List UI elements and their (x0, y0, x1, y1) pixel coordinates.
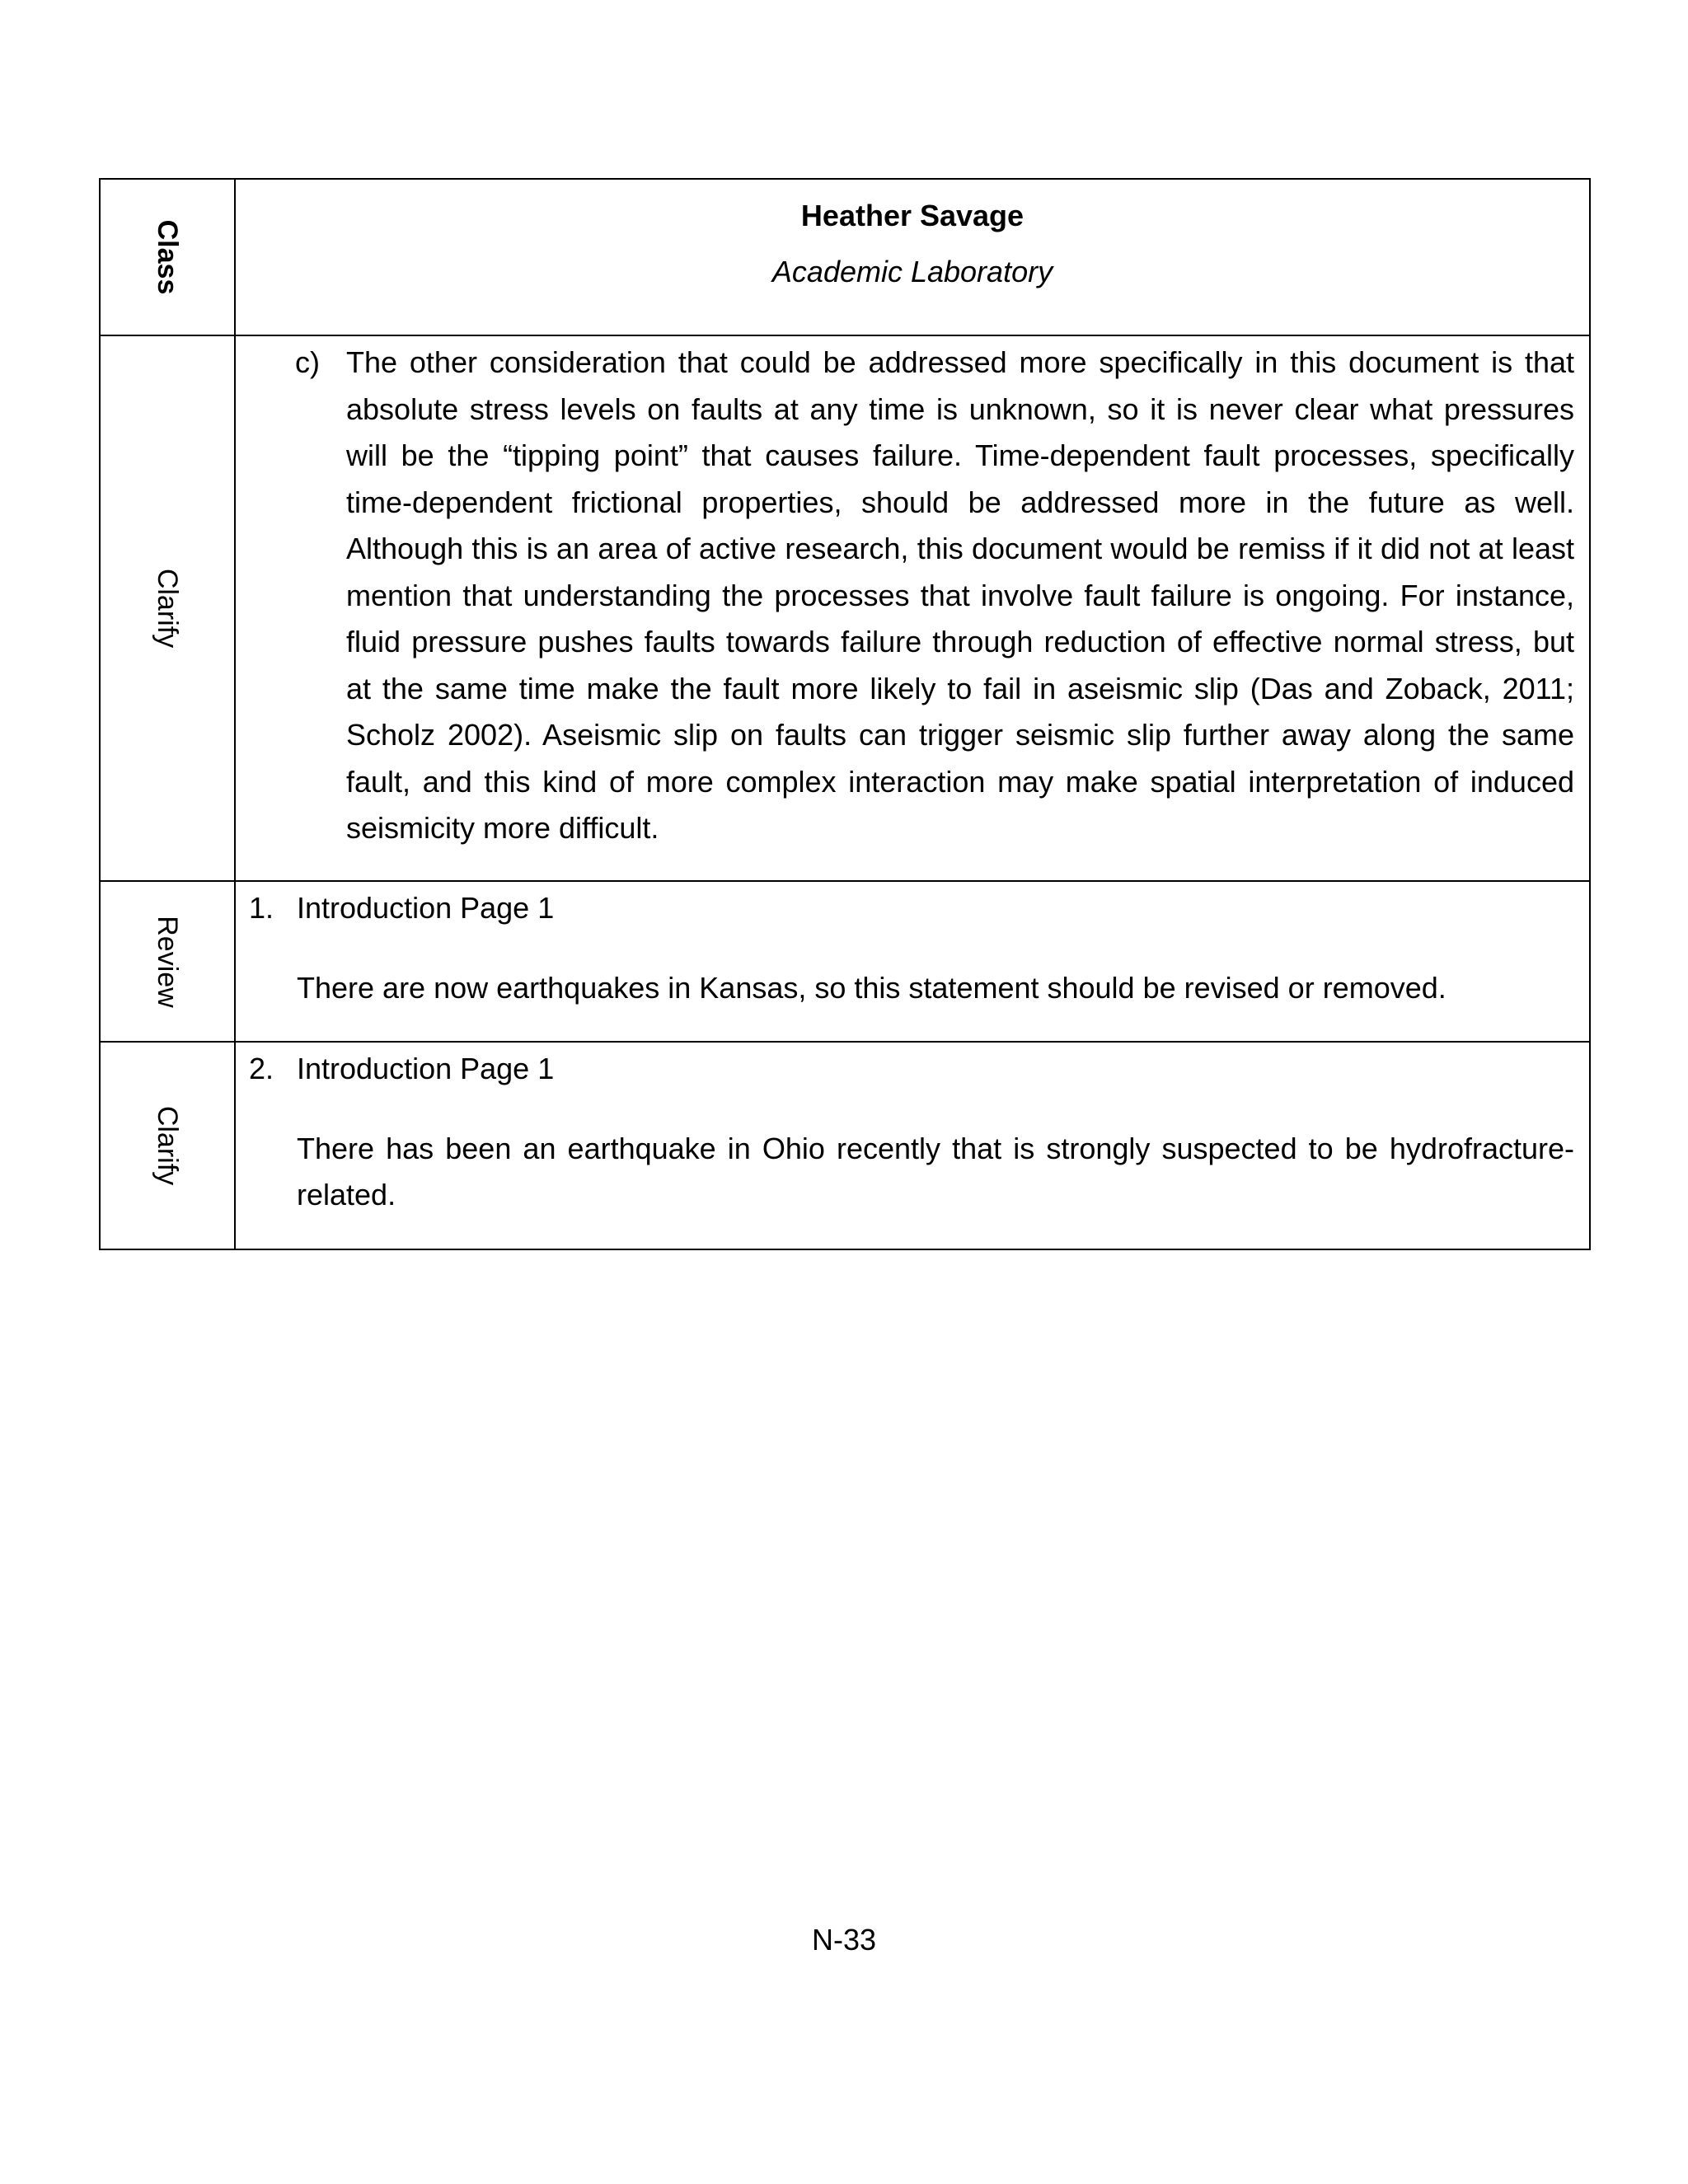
comment-heading: Introduction Page 1 (297, 891, 555, 925)
comment-text: There are now earthquakes in Kansas, so this statement should be revised or removed. (297, 970, 1447, 1005)
table-row (100, 881, 1590, 1042)
reviewer-organization: Academic Laboratory (771, 255, 1053, 288)
page-number: N-33 (811, 1923, 877, 1957)
reviewer-header-cell (235, 179, 1590, 335)
class-value: Clarify (152, 568, 183, 649)
class-column-header (100, 179, 235, 335)
class-cell (100, 335, 235, 881)
list-marker: 1. (249, 891, 274, 925)
comment-text: The other consideration that could be addressed more specifically in this document is that absolute stress levels on faults at any time is unknown, so it is never clear what pressures will be the “tipping point” that causes failure. Time-dependent fault processes, specifically time-dependent frictional properties, should be addressed more in the future as well. Although this is an area of active research, this document would be remiss if it did not at least mention that understanding the processes that involve fault failure is ongoing. For instance, fluid pressure pushes faults towards failure through reduction of effective normal stress, but at the same time make the fault more likely to fail in aseismic slip (Das and Zoback, 2011; Scholz 2002). Aseismic slip on faults can trigger seismic slip further away along the same fault, and this kind of more complex interaction may make spatial interpretation of induced seismicity more difficult. (346, 345, 1574, 845)
list-marker: c) (295, 345, 320, 379)
reviewer-name: Heather Savage (800, 199, 1025, 232)
comment-heading: Introduction Page 1 (297, 1052, 555, 1085)
comment-cell (235, 335, 1590, 881)
table-row (100, 335, 1590, 881)
class-cell (100, 1042, 235, 1249)
review-comments-table (99, 178, 1591, 1250)
class-value: Clarify (152, 1105, 183, 1186)
table-row (100, 1042, 1590, 1249)
comment-text: There has been an earthquake in Ohio recently that is strongly suspected to be hydrofracture-related. (297, 1131, 1574, 1212)
table-header-row (100, 179, 1590, 335)
comment-cell (235, 1042, 1590, 1249)
comment-cell (235, 881, 1590, 1042)
class-cell (100, 881, 235, 1042)
class-value: Review (152, 915, 183, 1008)
class-label: Class (152, 219, 183, 295)
list-marker: 2. (249, 1052, 274, 1085)
